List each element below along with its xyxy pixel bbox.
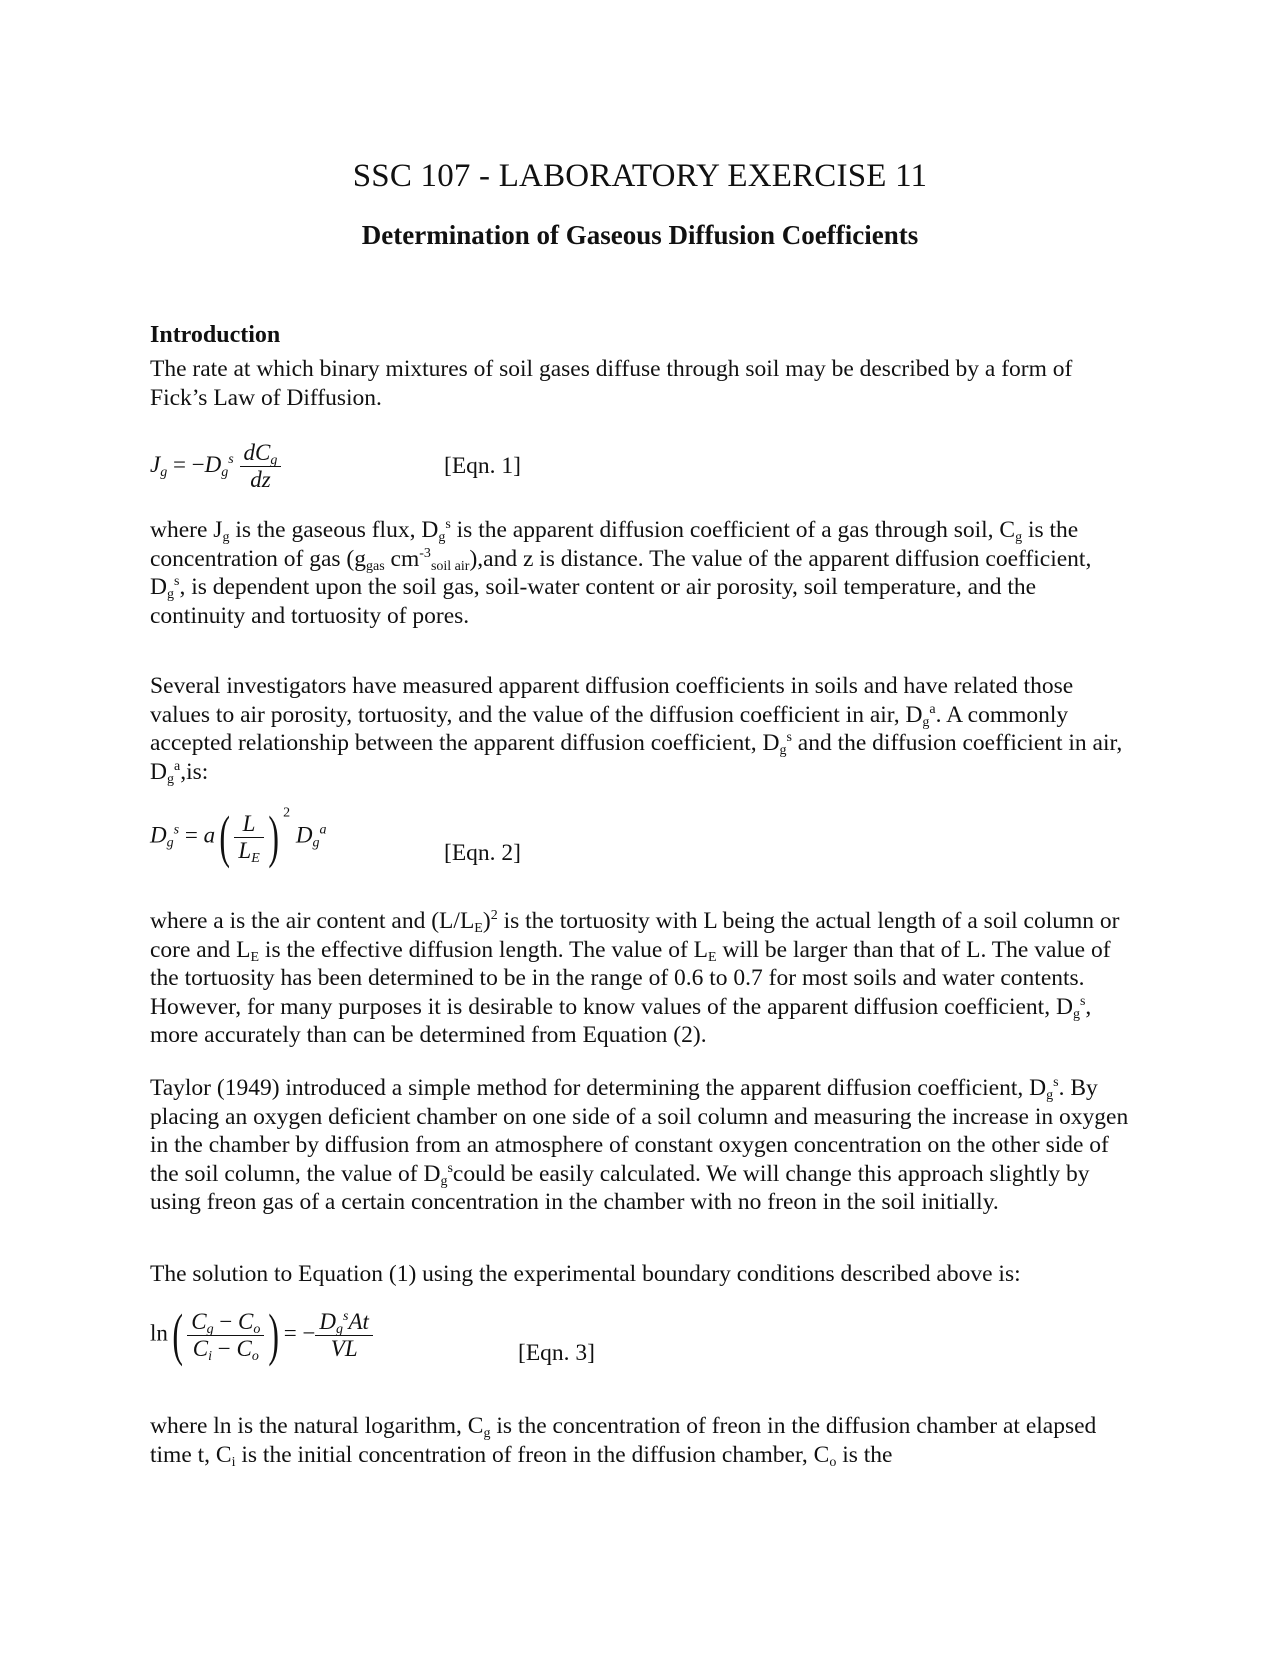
paragraph-tortuosity: where a is the air content and $(L/L_E)^2$ is the tortuosity with L being the actual length of a soil column or core and $L_E$ is the effective diffusion length. The value of $L_E$ will be larger than that of L. The value of the tortuosity has been determined to be in the range of 0.6 to 0.7 for most soils and water contents. However, for many purposes it is desirable to know values of the apparent diffusion coefficient, $D_g^s$, more accurately than can be determined from Equation (2). [150, 908, 1120, 1048]
paragraph-solution-intro: The solution to Equation (1) using the experimental boundary conditions described above is: [150, 1261, 1021, 1287]
paragraph-flux-definition: where $J_g$ is the gaseous flux, $D_g^s$ is the apparent diffusion coefficient of a gas through soil, $C_g$ is the concentration of gas ($g_{gas}$ $cm^{-3}_{soil air}),and$ z is distance. The value of the apparent diffusion coefficient, $D_g^s$, is dependent upon the soil gas, soil-water content or air porosity, soil temperature, and the continuity and tortuosity of pores. [150, 517, 1092, 629]
paragraph-investigators: Several investigators have measured apparent diffusion coefficients in soils and have related those values to air porosity, tortuosity, and the value of the diffusion coefficient in air, $D_g^a$. A commonly accepted relationship between the apparent diffusion coefficient, $D_g^s$ and the diffusion coefficient in air, $D_g^a,is$: [150, 673, 1123, 787]
page-title: SSC 107 - LABORATORY EXERCISE 11 [352, 158, 928, 194]
equation-1-label: [Eqn. 1] [444, 453, 522, 479]
equation-1: $J_g = -D_g^s$ $\frac{dC_g}{dz}$ [150, 440, 281, 493]
eq1-diffusion-symbol: D [204, 451, 222, 477]
paragraph-intro: The rate at which binary mixtures of soil gases diffuse through soil may be described by a form of Fick’s Law of Diffusion. [150, 356, 1073, 411]
eq1-flux-symbol: J [150, 451, 161, 477]
equation-3-label: [Eqn. 3] [518, 1340, 596, 1366]
eq3-left-fraction: $\frac{C_g - C_o}{C_i - C_o}$ [187, 1309, 264, 1362]
equation-3: ln( $\frac{C_g - C_o}{C_i - C_o}$ ) = − $\frac{D_g^sAt}{VL}$ [150, 1306, 373, 1364]
paragraph-variable-definitions: where ln is the natural logarithm, $C_g$ is the concentration of freon in the diffusion chamber at elapsed time t, $C_i$ is the initial concentration of freon in the diffusion chamber, $C_o$ is the [150, 1413, 1097, 1470]
page-subtitle: Determination of Gaseous Diffusion Coefficients [361, 220, 919, 250]
eq3-right-fraction: $\frac{D_g^sAt}{VL}$ [315, 1309, 373, 1362]
equation-2-label: [Eqn. 2] [444, 840, 522, 866]
eq1-fraction: $\frac{dC_g}{dz}$ [240, 440, 282, 493]
paragraph-taylor-method: Taylor (1949) introduced a simple method for determining the apparent diffusion coefficient, $D_g^s$. By placing an oxygen deficient chamber on one side of a soil column and measuring the increase in oxygen in the chamber by diffusion from an atmosphere of constant oxygen concentration on the other side of the soil column, the value of $D_g^scould$ be easily calculated. We will change this approach slightly by using freon gas of a certain concentration in the chamber with no freon in the soil initially. [150, 1075, 1129, 1215]
equation-2: $D_g^s = a$( $\frac{L}{L_E}$ ) $^2$ $D_g^a$ [150, 804, 327, 869]
section-heading-introduction: Introduction [150, 322, 281, 348]
eq2-fraction: $\frac{L}{L_E}$ [234, 811, 263, 864]
